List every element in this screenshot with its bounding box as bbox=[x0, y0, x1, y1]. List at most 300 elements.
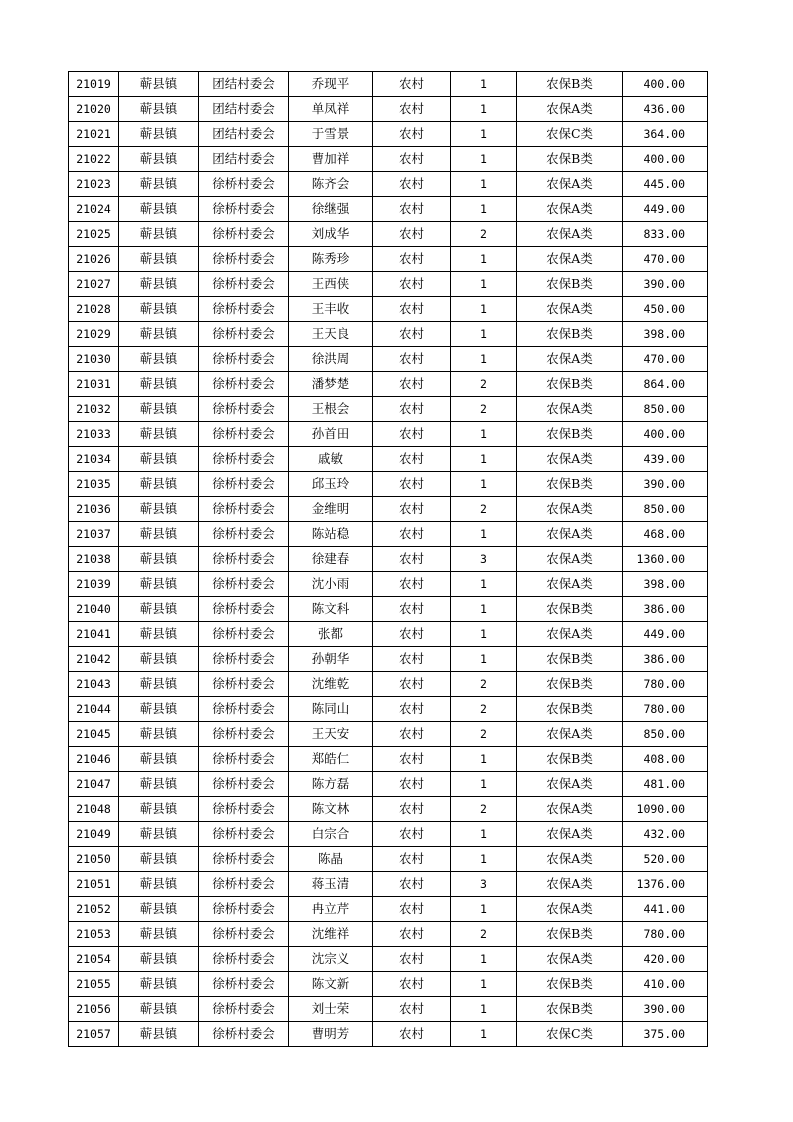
name-cell: 陈同山 bbox=[289, 697, 373, 722]
town-cell: 蕲县镇 bbox=[119, 847, 199, 872]
name-cell: 乔现平 bbox=[289, 72, 373, 97]
name-cell: 陈文科 bbox=[289, 597, 373, 622]
insurance-type-cell: 农保A类 bbox=[517, 722, 623, 747]
name-cell: 王西侠 bbox=[289, 272, 373, 297]
name-cell: 王丰收 bbox=[289, 297, 373, 322]
record-id-cell: 21034 bbox=[69, 447, 119, 472]
village-cell: 团结村委会 bbox=[199, 72, 289, 97]
count-cell: 1 bbox=[451, 747, 517, 772]
village-cell: 徐桥村委会 bbox=[199, 197, 289, 222]
category-cell: 农村 bbox=[373, 272, 451, 297]
count-cell: 3 bbox=[451, 547, 517, 572]
category-cell: 农村 bbox=[373, 597, 451, 622]
town-cell: 蕲县镇 bbox=[119, 722, 199, 747]
record-id-cell: 21032 bbox=[69, 397, 119, 422]
insurance-type-cell: 农保B类 bbox=[517, 647, 623, 672]
town-cell: 蕲县镇 bbox=[119, 322, 199, 347]
village-cell: 徐桥村委会 bbox=[199, 1022, 289, 1047]
village-cell: 徐桥村委会 bbox=[199, 247, 289, 272]
table-row bbox=[69, 922, 708, 947]
category-cell: 农村 bbox=[373, 147, 451, 172]
insurance-type-cell: 农保A类 bbox=[517, 172, 623, 197]
amount-cell: 833.00 bbox=[623, 222, 708, 247]
name-cell: 蒋玉清 bbox=[289, 872, 373, 897]
category-cell: 农村 bbox=[373, 797, 451, 822]
village-cell: 徐桥村委会 bbox=[199, 622, 289, 647]
insurance-type-cell: 农保A类 bbox=[517, 622, 623, 647]
insurance-type-cell: 农保A类 bbox=[517, 872, 623, 897]
town-cell: 蕲县镇 bbox=[119, 922, 199, 947]
insurance-type-cell: 农保A类 bbox=[517, 497, 623, 522]
village-cell: 徐桥村委会 bbox=[199, 472, 289, 497]
record-id-cell: 21027 bbox=[69, 272, 119, 297]
insurance-type-cell: 农保A类 bbox=[517, 197, 623, 222]
record-id-cell: 21042 bbox=[69, 647, 119, 672]
name-cell: 徐洪周 bbox=[289, 347, 373, 372]
record-id-cell: 21031 bbox=[69, 372, 119, 397]
count-cell: 2 bbox=[451, 922, 517, 947]
record-id-cell: 21052 bbox=[69, 897, 119, 922]
category-cell: 农村 bbox=[373, 747, 451, 772]
category-cell: 农村 bbox=[373, 572, 451, 597]
category-cell: 农村 bbox=[373, 447, 451, 472]
table-row bbox=[69, 497, 708, 522]
town-cell: 蕲县镇 bbox=[119, 472, 199, 497]
count-cell: 1 bbox=[451, 97, 517, 122]
category-cell: 农村 bbox=[373, 397, 451, 422]
name-cell: 沈维祥 bbox=[289, 922, 373, 947]
town-cell: 蕲县镇 bbox=[119, 697, 199, 722]
record-id-cell: 21026 bbox=[69, 247, 119, 272]
town-cell: 蕲县镇 bbox=[119, 972, 199, 997]
category-cell: 农村 bbox=[373, 547, 451, 572]
amount-cell: 780.00 bbox=[623, 922, 708, 947]
table-row bbox=[69, 997, 708, 1022]
town-cell: 蕲县镇 bbox=[119, 522, 199, 547]
category-cell: 农村 bbox=[373, 472, 451, 497]
table-row bbox=[69, 697, 708, 722]
insurance-type-cell: 农保A类 bbox=[517, 247, 623, 272]
insurance-type-cell: 农保B类 bbox=[517, 697, 623, 722]
town-cell: 蕲县镇 bbox=[119, 297, 199, 322]
table-row bbox=[69, 772, 708, 797]
count-cell: 2 bbox=[451, 372, 517, 397]
count-cell: 1 bbox=[451, 897, 517, 922]
category-cell: 农村 bbox=[373, 672, 451, 697]
count-cell: 1 bbox=[451, 172, 517, 197]
amount-cell: 410.00 bbox=[623, 972, 708, 997]
table-row bbox=[69, 147, 708, 172]
amount-cell: 780.00 bbox=[623, 672, 708, 697]
amount-cell: 445.00 bbox=[623, 172, 708, 197]
amount-cell: 386.00 bbox=[623, 647, 708, 672]
name-cell: 陈站稳 bbox=[289, 522, 373, 547]
town-cell: 蕲县镇 bbox=[119, 547, 199, 572]
count-cell: 1 bbox=[451, 322, 517, 347]
count-cell: 2 bbox=[451, 397, 517, 422]
town-cell: 蕲县镇 bbox=[119, 647, 199, 672]
table-row bbox=[69, 122, 708, 147]
name-cell: 沈宗义 bbox=[289, 947, 373, 972]
name-cell: 沈小雨 bbox=[289, 572, 373, 597]
count-cell: 2 bbox=[451, 722, 517, 747]
record-id-cell: 21028 bbox=[69, 297, 119, 322]
town-cell: 蕲县镇 bbox=[119, 97, 199, 122]
town-cell: 蕲县镇 bbox=[119, 822, 199, 847]
amount-cell: 850.00 bbox=[623, 397, 708, 422]
record-id-cell: 21038 bbox=[69, 547, 119, 572]
name-cell: 陈文新 bbox=[289, 972, 373, 997]
record-id-cell: 21047 bbox=[69, 772, 119, 797]
count-cell: 2 bbox=[451, 222, 517, 247]
record-id-cell: 21043 bbox=[69, 672, 119, 697]
town-cell: 蕲县镇 bbox=[119, 1022, 199, 1047]
table-row bbox=[69, 172, 708, 197]
insurance-type-cell: 农保A类 bbox=[517, 97, 623, 122]
table-row bbox=[69, 572, 708, 597]
amount-cell: 481.00 bbox=[623, 772, 708, 797]
insurance-type-cell: 农保A类 bbox=[517, 822, 623, 847]
amount-cell: 470.00 bbox=[623, 247, 708, 272]
record-id-cell: 21041 bbox=[69, 622, 119, 647]
category-cell: 农村 bbox=[373, 947, 451, 972]
count-cell: 1 bbox=[451, 347, 517, 372]
table-row bbox=[69, 372, 708, 397]
town-cell: 蕲县镇 bbox=[119, 447, 199, 472]
record-id-cell: 21022 bbox=[69, 147, 119, 172]
table-row bbox=[69, 1022, 708, 1047]
count-cell: 2 bbox=[451, 697, 517, 722]
amount-cell: 398.00 bbox=[623, 572, 708, 597]
category-cell: 农村 bbox=[373, 822, 451, 847]
name-cell: 王根会 bbox=[289, 397, 373, 422]
insurance-type-cell: 农保B类 bbox=[517, 972, 623, 997]
record-id-cell: 21037 bbox=[69, 522, 119, 547]
record-id-cell: 21051 bbox=[69, 872, 119, 897]
insurance-type-cell: 农保B类 bbox=[517, 747, 623, 772]
count-cell: 1 bbox=[451, 472, 517, 497]
insurance-type-cell: 农保B类 bbox=[517, 372, 623, 397]
amount-cell: 390.00 bbox=[623, 472, 708, 497]
name-cell: 刘士荣 bbox=[289, 997, 373, 1022]
name-cell: 孙朝华 bbox=[289, 647, 373, 672]
amount-cell: 449.00 bbox=[623, 622, 708, 647]
table-row bbox=[69, 547, 708, 572]
count-cell: 1 bbox=[451, 572, 517, 597]
village-cell: 徐桥村委会 bbox=[199, 972, 289, 997]
table-row bbox=[69, 297, 708, 322]
town-cell: 蕲县镇 bbox=[119, 72, 199, 97]
name-cell: 陈文林 bbox=[289, 797, 373, 822]
village-cell: 徐桥村委会 bbox=[199, 297, 289, 322]
allowance-table bbox=[68, 71, 708, 1047]
amount-cell: 449.00 bbox=[623, 197, 708, 222]
village-cell: 徐桥村委会 bbox=[199, 947, 289, 972]
village-cell: 徐桥村委会 bbox=[199, 897, 289, 922]
count-cell: 1 bbox=[451, 997, 517, 1022]
town-cell: 蕲县镇 bbox=[119, 572, 199, 597]
table-row bbox=[69, 322, 708, 347]
category-cell: 农村 bbox=[373, 872, 451, 897]
category-cell: 农村 bbox=[373, 772, 451, 797]
record-id-cell: 21054 bbox=[69, 947, 119, 972]
record-id-cell: 21053 bbox=[69, 922, 119, 947]
insurance-type-cell: 农保A类 bbox=[517, 572, 623, 597]
amount-cell: 864.00 bbox=[623, 372, 708, 397]
record-id-cell: 21025 bbox=[69, 222, 119, 247]
village-cell: 徐桥村委会 bbox=[199, 522, 289, 547]
name-cell: 邱玉玲 bbox=[289, 472, 373, 497]
category-cell: 农村 bbox=[373, 972, 451, 997]
table-body bbox=[69, 72, 708, 1047]
amount-cell: 364.00 bbox=[623, 122, 708, 147]
village-cell: 徐桥村委会 bbox=[199, 922, 289, 947]
count-cell: 1 bbox=[451, 297, 517, 322]
amount-cell: 390.00 bbox=[623, 272, 708, 297]
record-id-cell: 21030 bbox=[69, 347, 119, 372]
table-row bbox=[69, 797, 708, 822]
count-cell: 2 bbox=[451, 797, 517, 822]
count-cell: 1 bbox=[451, 447, 517, 472]
category-cell: 农村 bbox=[373, 622, 451, 647]
table-row bbox=[69, 472, 708, 497]
amount-cell: 1360.00 bbox=[623, 547, 708, 572]
village-cell: 徐桥村委会 bbox=[199, 697, 289, 722]
village-cell: 徐桥村委会 bbox=[199, 347, 289, 372]
record-id-cell: 21033 bbox=[69, 422, 119, 447]
name-cell: 陈方磊 bbox=[289, 772, 373, 797]
amount-cell: 468.00 bbox=[623, 522, 708, 547]
town-cell: 蕲县镇 bbox=[119, 372, 199, 397]
category-cell: 农村 bbox=[373, 97, 451, 122]
count-cell: 3 bbox=[451, 872, 517, 897]
town-cell: 蕲县镇 bbox=[119, 122, 199, 147]
village-cell: 徐桥村委会 bbox=[199, 447, 289, 472]
insurance-type-cell: 农保B类 bbox=[517, 272, 623, 297]
amount-cell: 520.00 bbox=[623, 847, 708, 872]
village-cell: 徐桥村委会 bbox=[199, 497, 289, 522]
town-cell: 蕲县镇 bbox=[119, 797, 199, 822]
town-cell: 蕲县镇 bbox=[119, 772, 199, 797]
category-cell: 农村 bbox=[373, 697, 451, 722]
count-cell: 2 bbox=[451, 672, 517, 697]
record-id-cell: 21039 bbox=[69, 572, 119, 597]
record-id-cell: 21035 bbox=[69, 472, 119, 497]
record-id-cell: 21040 bbox=[69, 597, 119, 622]
town-cell: 蕲县镇 bbox=[119, 347, 199, 372]
record-id-cell: 21036 bbox=[69, 497, 119, 522]
amount-cell: 1376.00 bbox=[623, 872, 708, 897]
count-cell: 1 bbox=[451, 272, 517, 297]
record-id-cell: 21023 bbox=[69, 172, 119, 197]
town-cell: 蕲县镇 bbox=[119, 947, 199, 972]
record-id-cell: 21029 bbox=[69, 322, 119, 347]
count-cell: 1 bbox=[451, 147, 517, 172]
table-row bbox=[69, 222, 708, 247]
name-cell: 单凤祥 bbox=[289, 97, 373, 122]
record-id-cell: 21020 bbox=[69, 97, 119, 122]
insurance-type-cell: 农保B类 bbox=[517, 422, 623, 447]
category-cell: 农村 bbox=[373, 72, 451, 97]
amount-cell: 390.00 bbox=[623, 997, 708, 1022]
category-cell: 农村 bbox=[373, 847, 451, 872]
village-cell: 徐桥村委会 bbox=[199, 797, 289, 822]
insurance-type-cell: 农保C类 bbox=[517, 1022, 623, 1047]
record-id-cell: 21046 bbox=[69, 747, 119, 772]
name-cell: 曹加祥 bbox=[289, 147, 373, 172]
village-cell: 徐桥村委会 bbox=[199, 647, 289, 672]
name-cell: 冉立芹 bbox=[289, 897, 373, 922]
table-row bbox=[69, 97, 708, 122]
town-cell: 蕲县镇 bbox=[119, 897, 199, 922]
category-cell: 农村 bbox=[373, 372, 451, 397]
village-cell: 团结村委会 bbox=[199, 122, 289, 147]
record-id-cell: 21019 bbox=[69, 72, 119, 97]
name-cell: 张都 bbox=[289, 622, 373, 647]
category-cell: 农村 bbox=[373, 647, 451, 672]
amount-cell: 436.00 bbox=[623, 97, 708, 122]
insurance-type-cell: 农保B类 bbox=[517, 997, 623, 1022]
record-id-cell: 21055 bbox=[69, 972, 119, 997]
insurance-type-cell: 农保A类 bbox=[517, 297, 623, 322]
count-cell: 1 bbox=[451, 822, 517, 847]
village-cell: 徐桥村委会 bbox=[199, 672, 289, 697]
count-cell: 1 bbox=[451, 772, 517, 797]
insurance-type-cell: 农保A类 bbox=[517, 522, 623, 547]
category-cell: 农村 bbox=[373, 222, 451, 247]
table-row bbox=[69, 897, 708, 922]
category-cell: 农村 bbox=[373, 922, 451, 947]
amount-cell: 439.00 bbox=[623, 447, 708, 472]
amount-cell: 780.00 bbox=[623, 697, 708, 722]
record-id-cell: 21056 bbox=[69, 997, 119, 1022]
insurance-type-cell: 农保A类 bbox=[517, 797, 623, 822]
insurance-type-cell: 农保A类 bbox=[517, 397, 623, 422]
category-cell: 农村 bbox=[373, 247, 451, 272]
category-cell: 农村 bbox=[373, 122, 451, 147]
town-cell: 蕲县镇 bbox=[119, 197, 199, 222]
count-cell: 1 bbox=[451, 847, 517, 872]
town-cell: 蕲县镇 bbox=[119, 397, 199, 422]
insurance-type-cell: 农保A类 bbox=[517, 947, 623, 972]
amount-cell: 375.00 bbox=[623, 1022, 708, 1047]
count-cell: 1 bbox=[451, 122, 517, 147]
amount-cell: 450.00 bbox=[623, 297, 708, 322]
count-cell: 1 bbox=[451, 622, 517, 647]
name-cell: 金维明 bbox=[289, 497, 373, 522]
village-cell: 徐桥村委会 bbox=[199, 322, 289, 347]
table-row bbox=[69, 247, 708, 272]
category-cell: 农村 bbox=[373, 422, 451, 447]
village-cell: 徐桥村委会 bbox=[199, 547, 289, 572]
amount-cell: 850.00 bbox=[623, 722, 708, 747]
insurance-type-cell: 农保A类 bbox=[517, 847, 623, 872]
count-cell: 1 bbox=[451, 947, 517, 972]
village-cell: 徐桥村委会 bbox=[199, 747, 289, 772]
count-cell: 2 bbox=[451, 497, 517, 522]
insurance-type-cell: 农保A类 bbox=[517, 547, 623, 572]
name-cell: 潘梦楚 bbox=[289, 372, 373, 397]
village-cell: 徐桥村委会 bbox=[199, 272, 289, 297]
town-cell: 蕲县镇 bbox=[119, 872, 199, 897]
count-cell: 1 bbox=[451, 972, 517, 997]
count-cell: 1 bbox=[451, 422, 517, 447]
insurance-type-cell: 农保A类 bbox=[517, 897, 623, 922]
village-cell: 徐桥村委会 bbox=[199, 572, 289, 597]
name-cell: 陈齐会 bbox=[289, 172, 373, 197]
category-cell: 农村 bbox=[373, 322, 451, 347]
amount-cell: 398.00 bbox=[623, 322, 708, 347]
town-cell: 蕲县镇 bbox=[119, 222, 199, 247]
name-cell: 陈晶 bbox=[289, 847, 373, 872]
name-cell: 陈秀珍 bbox=[289, 247, 373, 272]
village-cell: 徐桥村委会 bbox=[199, 847, 289, 872]
town-cell: 蕲县镇 bbox=[119, 172, 199, 197]
village-cell: 徐桥村委会 bbox=[199, 172, 289, 197]
town-cell: 蕲县镇 bbox=[119, 497, 199, 522]
count-cell: 1 bbox=[451, 522, 517, 547]
town-cell: 蕲县镇 bbox=[119, 272, 199, 297]
amount-cell: 408.00 bbox=[623, 747, 708, 772]
name-cell: 戚敏 bbox=[289, 447, 373, 472]
village-cell: 徐桥村委会 bbox=[199, 397, 289, 422]
amount-cell: 850.00 bbox=[623, 497, 708, 522]
amount-cell: 432.00 bbox=[623, 822, 708, 847]
table-row bbox=[69, 622, 708, 647]
record-id-cell: 21044 bbox=[69, 697, 119, 722]
count-cell: 1 bbox=[451, 197, 517, 222]
category-cell: 农村 bbox=[373, 722, 451, 747]
village-cell: 徐桥村委会 bbox=[199, 872, 289, 897]
table-row bbox=[69, 672, 708, 697]
name-cell: 白宗合 bbox=[289, 822, 373, 847]
table-row bbox=[69, 422, 708, 447]
table-row bbox=[69, 597, 708, 622]
name-cell: 王天良 bbox=[289, 322, 373, 347]
category-cell: 农村 bbox=[373, 997, 451, 1022]
category-cell: 农村 bbox=[373, 347, 451, 372]
category-cell: 农村 bbox=[373, 1022, 451, 1047]
insurance-type-cell: 农保B类 bbox=[517, 322, 623, 347]
amount-cell: 400.00 bbox=[623, 422, 708, 447]
name-cell: 曹明芳 bbox=[289, 1022, 373, 1047]
village-cell: 徐桥村委会 bbox=[199, 222, 289, 247]
insurance-type-cell: 农保A类 bbox=[517, 347, 623, 372]
amount-cell: 420.00 bbox=[623, 947, 708, 972]
insurance-type-cell: 农保B类 bbox=[517, 922, 623, 947]
table-row bbox=[69, 72, 708, 97]
table-row bbox=[69, 822, 708, 847]
table-row bbox=[69, 197, 708, 222]
town-cell: 蕲县镇 bbox=[119, 672, 199, 697]
insurance-type-cell: 农保B类 bbox=[517, 672, 623, 697]
insurance-type-cell: 农保B类 bbox=[517, 72, 623, 97]
village-cell: 徐桥村委会 bbox=[199, 772, 289, 797]
category-cell: 农村 bbox=[373, 897, 451, 922]
table-row bbox=[69, 347, 708, 372]
category-cell: 农村 bbox=[373, 522, 451, 547]
insurance-type-cell: 农保A类 bbox=[517, 222, 623, 247]
insurance-type-cell: 农保C类 bbox=[517, 122, 623, 147]
name-cell: 沈维乾 bbox=[289, 672, 373, 697]
amount-cell: 400.00 bbox=[623, 147, 708, 172]
amount-cell: 441.00 bbox=[623, 897, 708, 922]
name-cell: 郑皓仁 bbox=[289, 747, 373, 772]
table-row bbox=[69, 522, 708, 547]
table-row bbox=[69, 847, 708, 872]
record-id-cell: 21048 bbox=[69, 797, 119, 822]
village-cell: 徐桥村委会 bbox=[199, 372, 289, 397]
